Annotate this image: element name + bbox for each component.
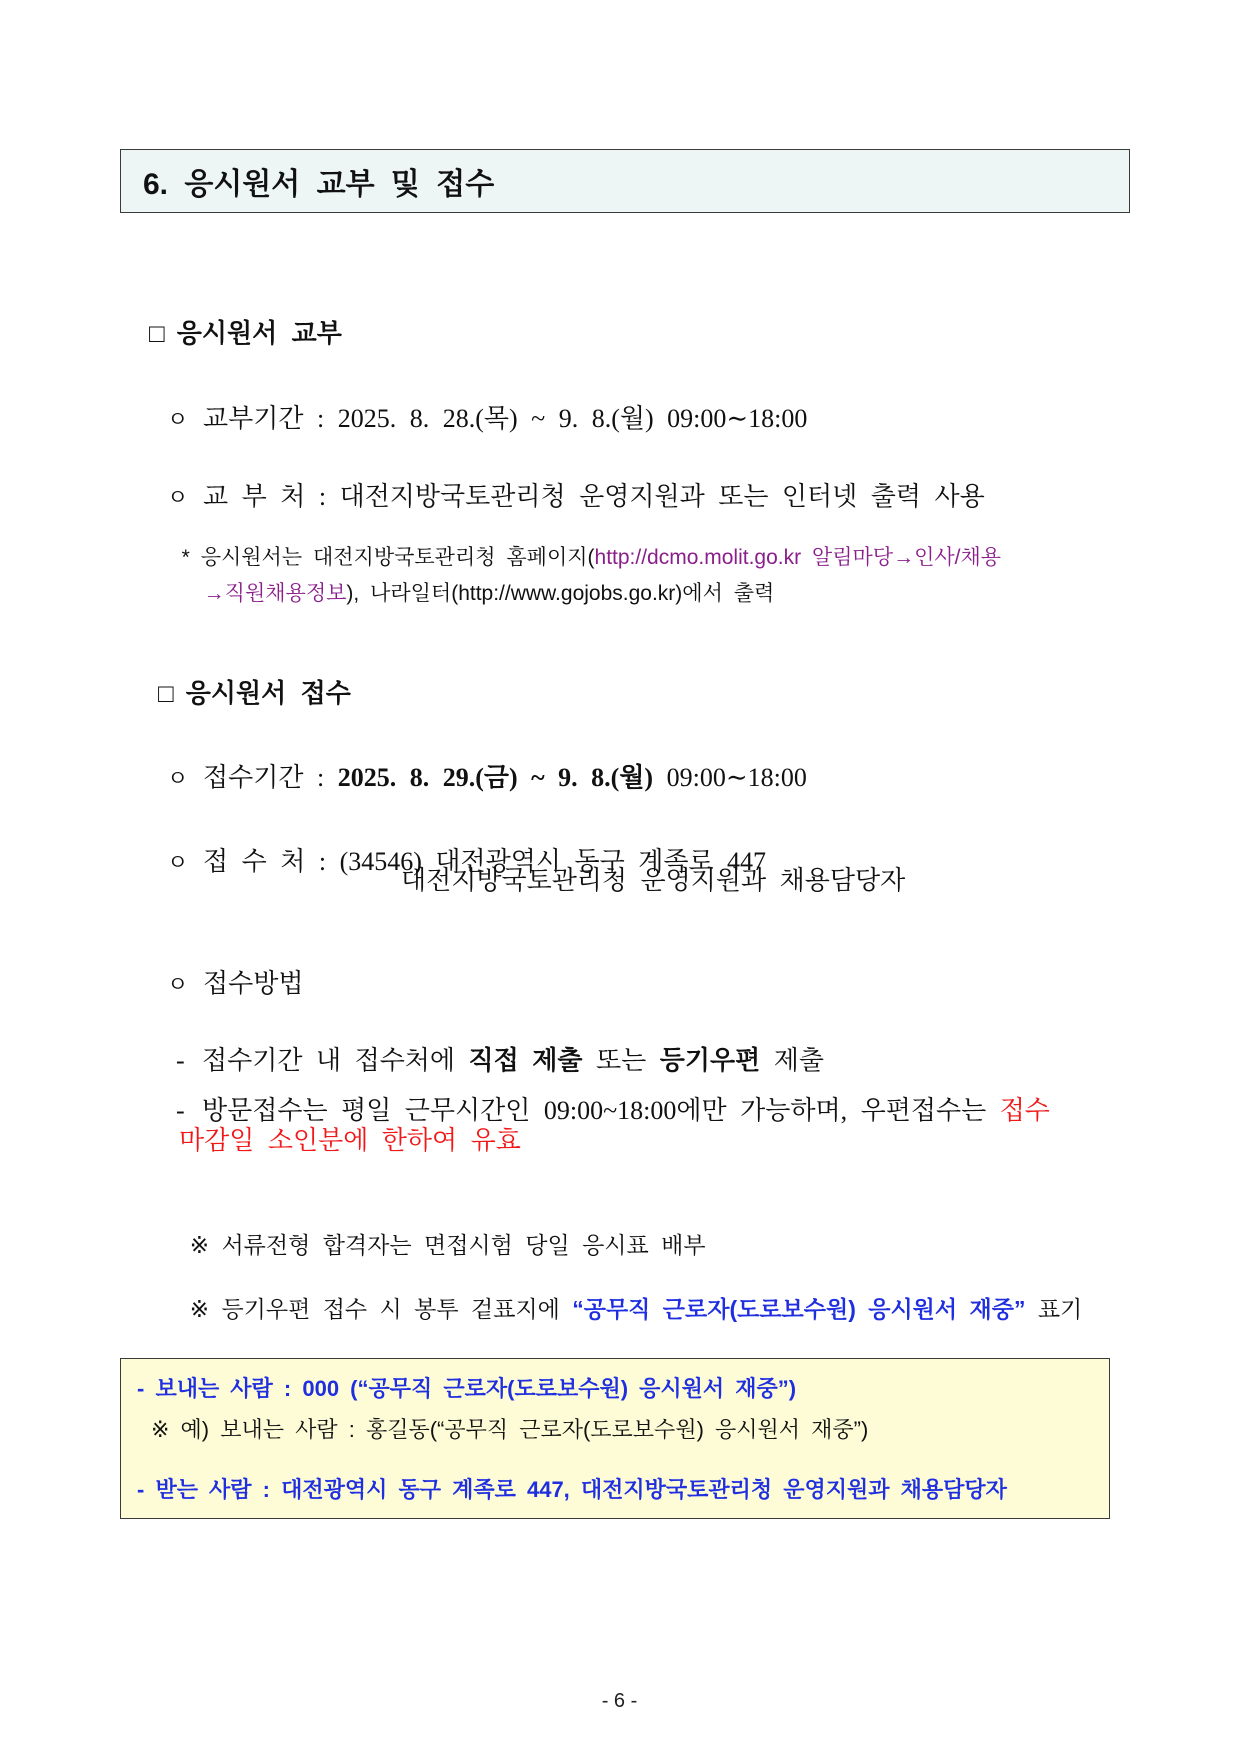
section-title: 6. 응시원서 교부 및 접수 <box>143 168 495 201</box>
mailing-info-box <box>120 1358 1110 1519</box>
note-document-screening-text: 서류전형 합격자는 면접시험 당일 응시표 배부 <box>209 1232 706 1258</box>
dash-bullet: - <box>176 1096 185 1125</box>
method-item-2-highlight-1: 접수 <box>999 1096 1050 1125</box>
reception-heading <box>129 655 351 707</box>
distribution-note-text-2: ), 나라일터(http://www.gojobs.go.kr)에서 출력 <box>346 582 775 605</box>
distribution-period-label: 교부기간 : <box>203 404 338 433</box>
note-envelope-text-2: 표기 <box>1025 1296 1083 1322</box>
note-envelope-highlight: “공무직 근로자(도로보수원) 응시원서 재중” <box>572 1296 1026 1322</box>
reception-period-dates: 2025. 8. 29.(금) ~ 9. 8.(월) <box>337 763 654 792</box>
recruitment-info-link-text: →직원채용정보 <box>203 582 347 605</box>
reception-period <box>140 739 807 791</box>
asterisk-mark: * <box>181 546 190 569</box>
method-item-1-text-1: 접수기간 내 접수처에 <box>202 1046 469 1075</box>
dash-bullet: - <box>176 1046 185 1075</box>
reception-period-time: 09:00∼18:00 <box>653 763 807 792</box>
distribution-heading <box>120 295 342 347</box>
reception-address: (34546) 대전광역시 동구 계족로 447 <box>339 847 767 876</box>
reception-place-label: 접 수 처 : <box>203 847 340 876</box>
distribution-note-text-1: 응시원서는 대전지방국토관리청 홈페이지( <box>189 546 595 569</box>
registered-mail-text: 등기우편 <box>659 1046 761 1075</box>
reception-method-label: 접수방법 <box>203 969 304 998</box>
page-number: - 6 - <box>601 1690 638 1712</box>
square-bullet-icon: □ <box>158 679 174 708</box>
reception-period-label: 접수기간 : <box>203 763 338 792</box>
distribution-place-label: 교 부 처 : <box>203 482 340 511</box>
circle-bullet-icon: ㅇ <box>167 407 189 432</box>
homepage-link-text: http://dcmo.molit.go.kr 알림마당→인사/채용 <box>594 546 1002 569</box>
method-item-1-text-3: 제출 <box>760 1046 824 1075</box>
distribution-period <box>140 380 807 432</box>
reception-office: 대전지방국토관리청 운영지원과 채용담당자 <box>401 866 906 895</box>
note-envelope-label <box>165 1275 1082 1321</box>
mailing-receiver: - 받는 사람 : 대전광역시 동구 계족로 447, 대전지방국토관리청 운영지원과 채용담당자 <box>137 1477 1007 1502</box>
section-header-box <box>120 149 1130 213</box>
circle-bullet-icon: ㅇ <box>167 766 189 791</box>
circle-bullet-icon: ㅇ <box>167 485 189 510</box>
circle-bullet-icon: ㅇ <box>167 850 189 875</box>
square-bullet-icon: □ <box>149 319 165 348</box>
method-item-2-text: 방문접수는 평일 근무시간인 09:00~18:00에만 가능하며, 우편접수는 <box>202 1096 1000 1125</box>
reception-method <box>140 945 303 997</box>
method-item-2-highlight-2: 마감일 소인분에 한하여 유효 <box>179 1126 521 1155</box>
distribution-note-line-2 <box>182 562 774 604</box>
distribution-place-value: 대전지방국토관리청 운영지원과 또는 인터넷 출력 사용 <box>339 482 985 511</box>
distribution-place <box>140 458 985 510</box>
mailing-sender-example: ※ 예) 보내는 사람 : 홍길동(“공무직 근로자(도로보수원) 응시원서 재중”) <box>151 1417 869 1442</box>
note-envelope-text-1: 등기우편 접수 시 봉투 겉표지에 <box>209 1296 573 1322</box>
method-item-1 <box>149 1022 824 1074</box>
reference-mark: ※ <box>189 1232 210 1258</box>
distribution-period-value: 2025. 8. 28.(목) ~ 9. 8.(월) 09:00∼18:00 <box>337 404 808 433</box>
method-item-2 <box>149 1072 1050 1124</box>
method-item-1-text-2: 또는 <box>582 1046 660 1075</box>
note-document-screening <box>165 1211 706 1257</box>
circle-bullet-icon: ㅇ <box>167 972 189 997</box>
reference-mark: ※ <box>189 1296 210 1322</box>
reception-heading-text: 응시원서 접수 <box>185 679 351 708</box>
direct-submission-text: 직접 제출 <box>468 1046 583 1075</box>
mailing-sender: - 보내는 사람 : 000 (“공무직 근로자(도로보수원) 응시원서 재중”) <box>137 1376 797 1401</box>
distribution-heading-text: 응시원서 교부 <box>176 319 342 348</box>
